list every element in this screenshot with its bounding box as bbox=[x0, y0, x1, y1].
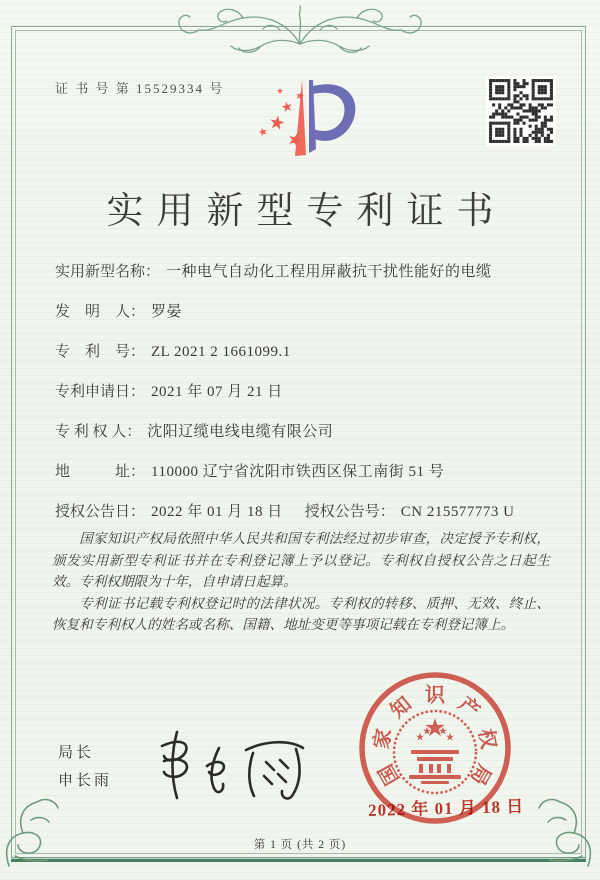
legal-paragraph-1: 国家知识产权局依照中华人民共和国专利法经过初步审查，决定授予专利权，颁发实用新型专利证书并在专利登记簿上予以登记。专利权自授权公告之日起生效。专利权期限为十年，自申请日起算。 bbox=[52, 531, 550, 590]
field-row-address bbox=[55, 462, 570, 483]
field-row-patentee bbox=[55, 422, 570, 443]
seal-char: 知 bbox=[386, 692, 416, 723]
grant-no-label: 授权公告号： bbox=[304, 504, 395, 520]
field-row-patent-no bbox=[55, 342, 570, 363]
qr-code-icon bbox=[486, 76, 556, 146]
seal-char: 产 bbox=[454, 692, 484, 723]
field-label: 专 利 号： bbox=[55, 344, 146, 360]
cnipa-logo-icon bbox=[250, 76, 358, 164]
field-value: ZL 2021 2 1661099.1 bbox=[151, 344, 291, 360]
field-row-inventor bbox=[55, 302, 570, 323]
field-value: 2021 年 07 月 21 日 bbox=[151, 384, 283, 400]
field-row-name bbox=[55, 262, 570, 283]
grant-date-label: 授权公告日： bbox=[55, 504, 146, 520]
field-value: 110000 辽宁省沈阳市铁西区保工南街 51 号 bbox=[151, 464, 445, 480]
field-row-grant bbox=[55, 502, 570, 523]
field-value: 沈阳辽缆电线电缆有限公司 bbox=[147, 424, 334, 440]
bottom-right-flourish bbox=[534, 796, 596, 868]
field-label: 发 明 人： bbox=[55, 304, 146, 320]
commissioner-name: 申长雨 bbox=[58, 773, 113, 789]
legal-paragraph-2: 专利证书记载专利权登记时的法律状况。专利权的转移、质押、无效、终止、恢复和专利权人的姓名或名称、国籍、地址变更等事项记载在专利登记簿上。 bbox=[52, 595, 550, 633]
certificate-title: 实用新型专利证书 bbox=[106, 191, 507, 232]
field-label: 专利申请日： bbox=[55, 384, 146, 400]
grant-no-value: CN 215577773 U bbox=[400, 504, 515, 520]
seal-date: 2022 年 01 月 18 日 bbox=[367, 796, 525, 821]
top-flourish-ornament bbox=[175, 4, 425, 56]
field-value: 一种电气自动化工程用屏蔽抗干扰性能好的电缆 bbox=[166, 264, 492, 280]
field-value: 罗晏 bbox=[151, 304, 183, 320]
field-row-filing-date bbox=[55, 382, 570, 403]
seal-char: 局 bbox=[465, 760, 495, 789]
handwritten-signature bbox=[150, 726, 312, 804]
page-number: 第 1 页 (共 2 页) bbox=[253, 839, 347, 851]
grant-date-value: 2022 年 01 月 18 日 bbox=[151, 504, 283, 520]
field-label: 专 利 权 人： bbox=[55, 424, 142, 440]
bottom-left-flourish bbox=[1, 796, 63, 868]
commissioner-title: 局长 bbox=[58, 745, 95, 761]
bottom-rule bbox=[11, 859, 586, 862]
seal-char: 家 bbox=[370, 727, 396, 751]
certificate-number: 证 书 号 第 15529334 号 bbox=[55, 81, 225, 96]
seal-char: 识 bbox=[425, 684, 445, 707]
seal-char: 权 bbox=[474, 727, 500, 751]
field-label: 地 址： bbox=[55, 464, 146, 480]
seal-char: 国 bbox=[375, 760, 405, 789]
field-label: 实用新型名称： bbox=[55, 264, 161, 280]
field-list bbox=[55, 262, 570, 542]
legal-text bbox=[52, 528, 550, 636]
